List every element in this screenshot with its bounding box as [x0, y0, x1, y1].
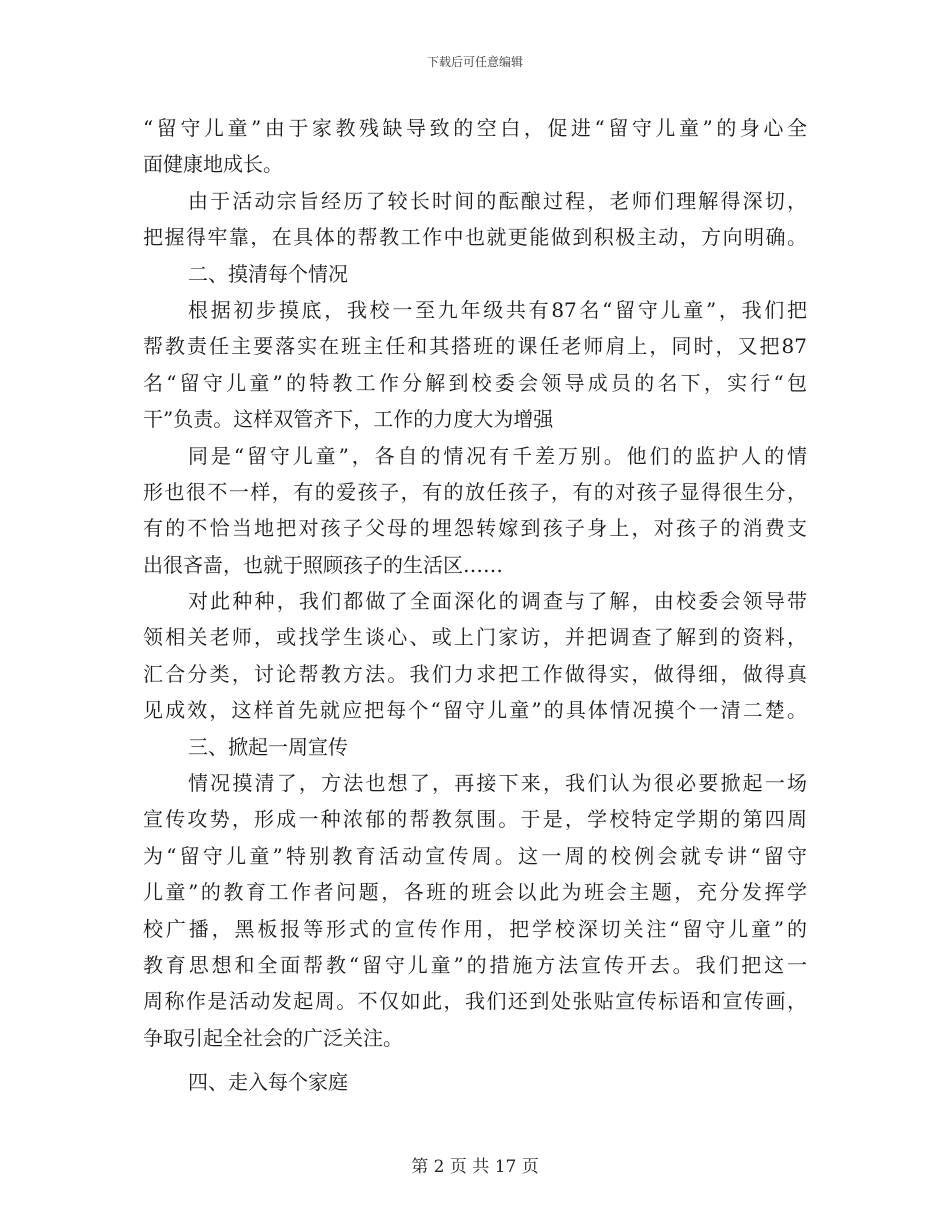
text-line: 汇合分类，讨论帮教方法。我们力求把工作做得实，做得细，做得真 [143, 661, 807, 686]
text-line: 领相关老师，或找学生谈心、或上门家访，并把调查了解到的资料， [143, 625, 807, 650]
text-line: 帮教责任主要落实在班主任和其搭班的课任老师肩上，同时，又把87 [143, 334, 807, 359]
text-line: 宣传攻势，形成一种浓郁的帮教氛围。于是，学校特定学期的第四周 [143, 807, 807, 832]
text-line: 面健康地成长。 [143, 152, 283, 177]
text-line: 教育思想和全面帮教“留守儿童”的措施方法宣传开去。我们把这一 [143, 952, 807, 977]
text-line: 儿童”的教育工作者问题，各班的班会以此为班会主题，充分发挥学 [143, 880, 807, 905]
text-line: 有的不恰当地把对孩子父母的埋怨转嫁到孩子身上，对孩子的消费支 [143, 516, 807, 541]
text-line: 把握得牢靠，在具体的帮教工作中也就更能做到积极主动，方向明确。 [143, 225, 807, 250]
text-line: 见成效，这样首先就应把每个“留守儿童”的具体情况摸个一清二楚。 [143, 698, 807, 723]
paragraph-gap [143, 1056, 807, 1064]
text-line: 周称作是活动发起周。不仅如此，我们还到处张贴宣传标语和宣传画， [143, 989, 807, 1014]
text-line: 为“留守儿童”特别教育活动宣传周。这一周的校例会就专讲“留守 [143, 843, 807, 868]
text-line: 由于活动宗旨经历了较长时间的酝酿过程，老师们理解得深切， [188, 188, 807, 213]
text-line: 名“留守儿童”的特教工作分解到校委会领导成员的名下，实行“包 [143, 370, 807, 395]
text-line: 情况摸清了，方法也想了，再接下来，我们认为很必要掀起一场 [188, 771, 807, 796]
page-footer: 第 2 页 共 17 页 [411, 1157, 539, 1177]
text-line: 根据初步摸底，我校一至九年级共有87名“留守儿童”，我们把 [188, 297, 807, 322]
page-header: 下载后可任意编辑 [426, 55, 523, 69]
text-line: 同是“留守儿童”，各自的情况有千差万别。他们的监护人的情 [188, 443, 807, 468]
text-line: 校广播，黑板报等形式的宣传作用，把学校深切关注“留守儿童”的 [143, 916, 807, 941]
text-line: 四、走入每个家庭 [188, 1070, 348, 1095]
text-line: 形也很不一样，有的爱孩子，有的放任孩子，有的对孩子显得很生分， [143, 479, 807, 504]
text-line: 三、掀起一周宣传 [188, 734, 348, 759]
text-line: 干”负责。这样双管齐下，工作的力度大为增强 [143, 407, 554, 432]
text-line: “留守儿童”由于家教残缺导致的空白，促进“留守儿童”的身心全 [143, 116, 807, 140]
text-line: 二、摸清每个情况 [188, 261, 348, 286]
text-line: 出很吝啬，也就于照顾孩子的生活区…… [143, 552, 503, 577]
text-line: 争取引起全社会的广泛关注。 [143, 1025, 403, 1050]
document-body [143, 110, 807, 1101]
text-line: 对此种种，我们都做了全面深化的调查与了解，由校委会领导带 [188, 589, 807, 614]
